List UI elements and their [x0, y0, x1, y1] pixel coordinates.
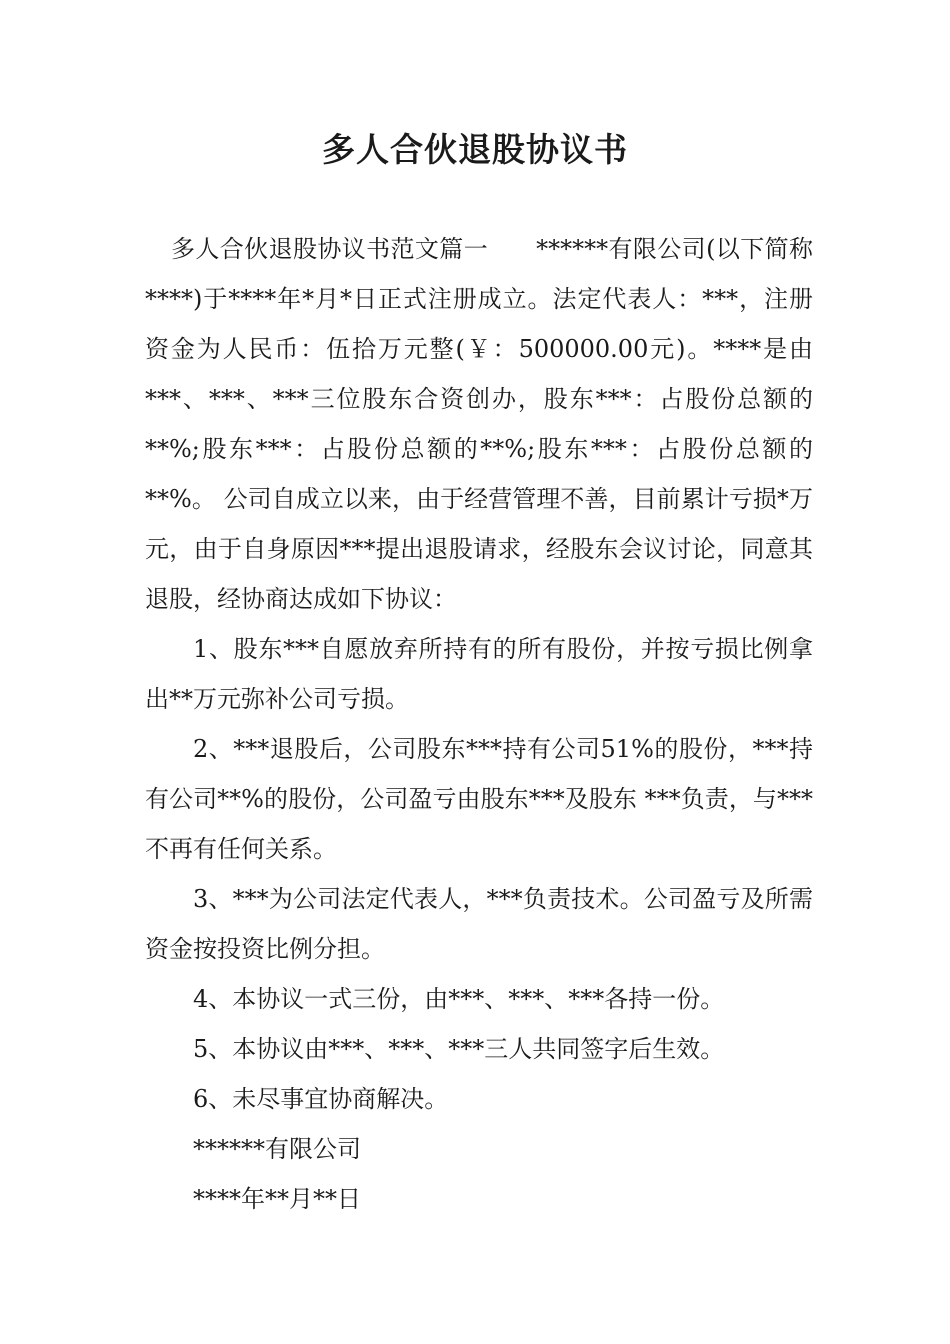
clause-3: 3、***为公司法定代表人，***负责技术。公司盈亏及所需资金按投资比例分担。 — [145, 885, 813, 963]
signature-company: ******有限公司 — [193, 1135, 361, 1163]
clause-4: 4、本协议一式三份，由***、***、***各持一份。 — [193, 985, 725, 1013]
document-body — [145, 224, 813, 1224]
clause-5: 5、本协议由***、***、***三人共同签字后生效。 — [193, 1035, 725, 1063]
signature-date: ****年**月**日 — [193, 1185, 361, 1213]
intro-paragraph — [145, 224, 813, 624]
intro-heading: 多人合伙退股协议书范文篇一 — [171, 235, 489, 263]
intro-text: ******有限公司(以下简称****)于****年*月*日正式注册成立。法定代表人：***，注册资金为人民币：伍拾万元整(￥：500000.00元)。****是由 ***、***、***三位股东合资创办，股东***：占股份总额的**%;股东***：占股份总额的**%;股东***：占股份总额的**%。 公司自成立以来，由于经营管理不善，目前累计亏损*万元，由于自身原因***提出退股请求，经股东会议讨论，同意其退股，经协商达成如下协议： — [145, 235, 814, 613]
clause-6: 6、未尽事宜协商解决。 — [193, 1085, 449, 1113]
clause-2: 2、***退股后，公司股东***持有公司51%的股份，***持有公司**%的股份，公司盈亏由股东***及股东 ***负责，与***不再有任何关系。 — [145, 735, 813, 863]
clause-1: 1、股东***自愿放弃所持有的所有股份，并按亏损比例拿出**万元弥补公司亏损。 — [145, 635, 813, 713]
document-title: 多人合伙退股协议书 — [322, 130, 628, 169]
